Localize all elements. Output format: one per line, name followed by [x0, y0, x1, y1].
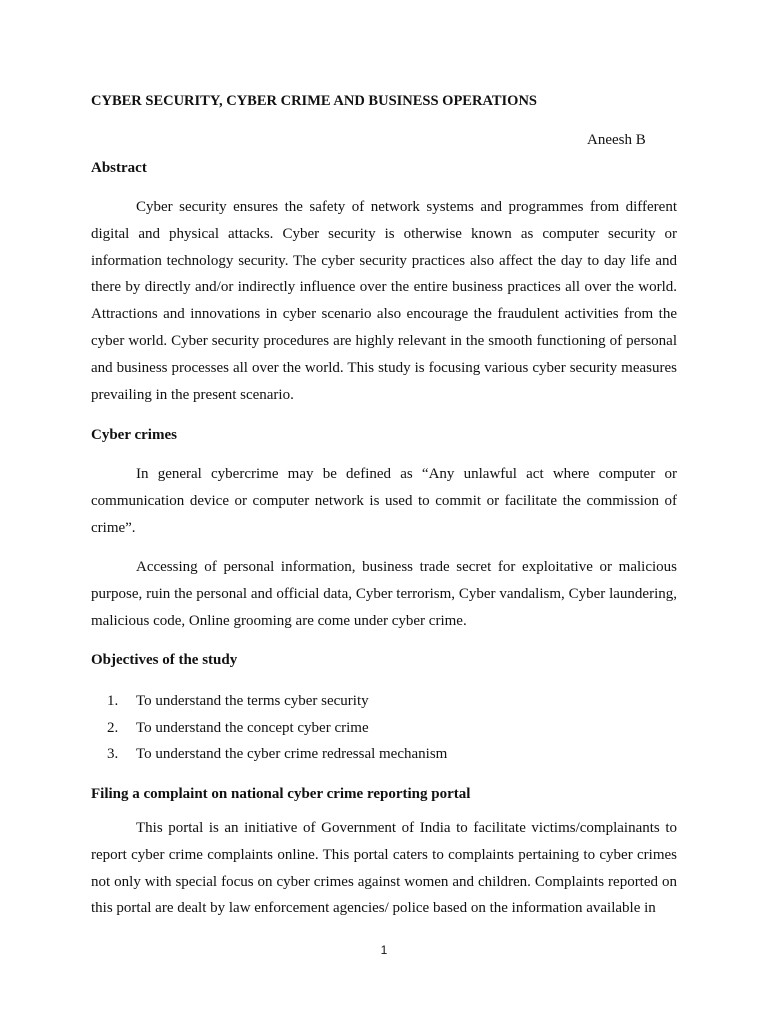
list-item [91, 741, 447, 768]
list-item-text: To understand the cyber crime redressal mechanism [136, 746, 448, 762]
abstract-heading: Abstract [91, 160, 147, 176]
list-item-number: 1. [107, 693, 119, 709]
portal-paragraph: This portal is an initiative of Government of India to facilitate victims/complainants to report cyber crime complaints online. This portal caters to complaints pertaining to cyber crimes not only with special focus on cyber crimes against women and children. Complaints reported on this portal are dealt by law enforcement agencies/ police based on the information available in [91, 820, 677, 917]
objectives-list [91, 688, 447, 768]
list-item-text: To understand the terms cyber security [136, 693, 369, 709]
objectives-heading: Objectives of the study [91, 652, 238, 668]
document-title: CYBER SECURITY, CYBER CRIME AND BUSINESS OPERATIONS [91, 93, 537, 109]
portal-heading: Filing a complaint on national cyber crime reporting portal [91, 786, 471, 802]
page-number: 1 [380, 943, 388, 957]
cyber-crimes-examples-paragraph: Accessing of personal information, business trade secret for exploitative or malicious purpose, ruin the personal and official data, Cyber terrorism, Cyber vandalism, Cyber laundering, malicious code, Online grooming are come under cyber crime. [91, 559, 677, 629]
cyber-crimes-definition-paragraph: In general cybercrime may be defined as “Any unlawful act where computer or communication device or computer network is used to commit or facilitate the commission of crime”. [91, 466, 677, 536]
list-item [91, 715, 447, 742]
list-item-text: To understand the concept cyber crime [136, 719, 369, 736]
list-item-number: 2. [107, 719, 119, 736]
abstract-paragraph: Cyber security ensures the safety of network systems and programmes from different digital and physical attacks. Cyber security is otherwise known as computer security or information technology security. The cyber security practices also affect the day to day life and there by directly and/or indirectly influence over the entire business practices all over the world. Attractions and innovations in cyber scenario also encourage the fraudulent activities from the cyber world. Cyber security procedures are highly relevant in the smooth functioning of personal and business processes all over the world. This study is focusing various cyber security measures prevailing in the present scenario. [91, 199, 677, 403]
list-item [91, 688, 447, 715]
list-item-number: 3. [107, 746, 119, 762]
cyber-crimes-heading: Cyber crimes [91, 427, 177, 443]
author-name: Aneesh B [587, 132, 646, 148]
